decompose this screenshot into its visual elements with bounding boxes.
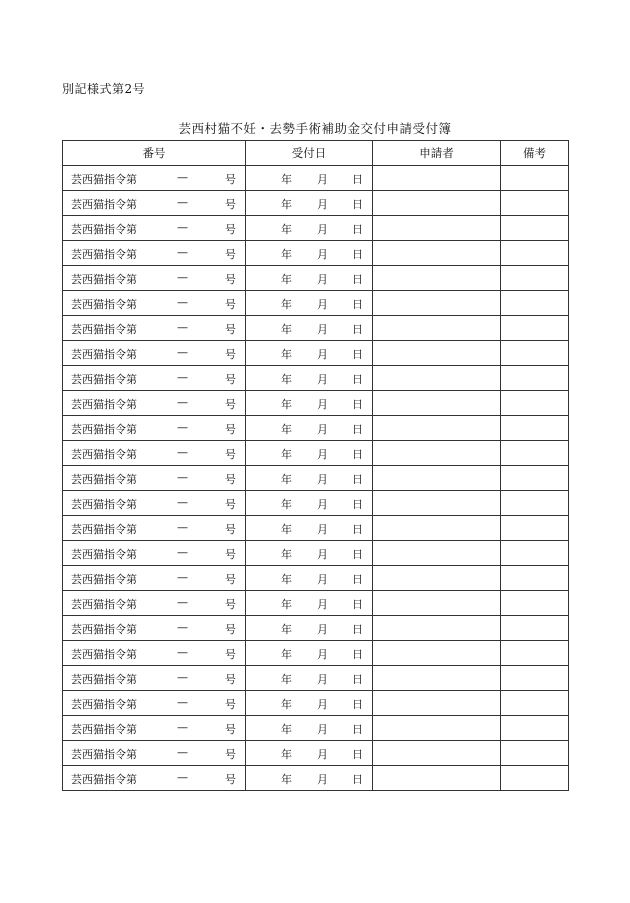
- applicant-cell: [373, 391, 501, 416]
- day-label: 日: [352, 573, 363, 586]
- day-label: 日: [352, 423, 363, 436]
- number-prefix: 芸西猫指令第: [71, 223, 137, 236]
- year-label: 年: [281, 448, 292, 461]
- day-label: 日: [352, 673, 363, 686]
- received-date-cell: [246, 616, 373, 641]
- year-label: 年: [281, 473, 292, 486]
- number-prefix: 芸西猫指令第: [71, 323, 137, 336]
- year-label: 年: [281, 223, 292, 236]
- number-suffix: 号: [225, 623, 236, 636]
- year-label: 年: [281, 748, 292, 761]
- received-date-cell: [246, 541, 373, 566]
- year-label: 年: [281, 398, 292, 411]
- number-dash: —: [177, 346, 188, 359]
- number-cell: [63, 266, 246, 291]
- year-label: 年: [281, 623, 292, 636]
- number-dash: —: [177, 271, 188, 284]
- reception-ledger-table: [62, 140, 569, 791]
- header-number: 番号: [63, 141, 246, 166]
- applicant-cell: [373, 266, 501, 291]
- number-dash: —: [177, 196, 188, 209]
- remarks-cell: [501, 466, 569, 491]
- number-dash: —: [177, 396, 188, 409]
- number-suffix: 号: [225, 198, 236, 211]
- number-suffix: 号: [225, 773, 236, 786]
- day-label: 日: [352, 323, 363, 336]
- header-applicant: 申請者: [373, 141, 501, 166]
- remarks-cell: [501, 766, 569, 791]
- received-date-cell: [246, 316, 373, 341]
- month-label: 月: [317, 398, 328, 411]
- month-label: 月: [317, 623, 328, 636]
- remarks-cell: [501, 391, 569, 416]
- applicant-cell: [373, 466, 501, 491]
- received-date-cell: [246, 441, 373, 466]
- number-dash: —: [177, 371, 188, 384]
- number-prefix: 芸西猫指令第: [71, 598, 137, 611]
- applicant-cell: [373, 241, 501, 266]
- number-prefix: 芸西猫指令第: [71, 623, 137, 636]
- number-dash: —: [177, 621, 188, 634]
- month-label: 月: [317, 723, 328, 736]
- number-suffix: 号: [225, 423, 236, 436]
- day-label: 日: [352, 648, 363, 661]
- received-date-cell: [246, 391, 373, 416]
- received-date-cell: [246, 216, 373, 241]
- applicant-cell: [373, 366, 501, 391]
- number-suffix: 号: [225, 273, 236, 286]
- year-label: 年: [281, 723, 292, 736]
- number-suffix: 号: [225, 298, 236, 311]
- table-row: [63, 741, 569, 766]
- month-label: 月: [317, 473, 328, 486]
- received-date-cell: [246, 666, 373, 691]
- number-suffix: 号: [225, 698, 236, 711]
- month-label: 月: [317, 648, 328, 661]
- remarks-cell: [501, 666, 569, 691]
- number-suffix: 号: [225, 648, 236, 661]
- received-date-cell: [246, 716, 373, 741]
- year-label: 年: [281, 273, 292, 286]
- received-date-cell: [246, 166, 373, 191]
- number-suffix: 号: [225, 448, 236, 461]
- table-row: [63, 391, 569, 416]
- month-label: 月: [317, 698, 328, 711]
- number-dash: —: [177, 296, 188, 309]
- table-row: [63, 366, 569, 391]
- year-label: 年: [281, 498, 292, 511]
- day-label: 日: [352, 348, 363, 361]
- remarks-cell: [501, 566, 569, 591]
- received-date-cell: [246, 591, 373, 616]
- table-row: [63, 566, 569, 591]
- remarks-cell: [501, 691, 569, 716]
- remarks-cell: [501, 416, 569, 441]
- remarks-cell: [501, 641, 569, 666]
- month-label: 月: [317, 773, 328, 786]
- remarks-cell: [501, 591, 569, 616]
- applicant-cell: [373, 541, 501, 566]
- remarks-cell: [501, 516, 569, 541]
- number-cell: [63, 416, 246, 441]
- document-title: 芸西村猫不妊・去勢手術補助金交付申請受付簿: [178, 121, 452, 136]
- number-suffix: 号: [225, 523, 236, 536]
- day-label: 日: [352, 748, 363, 761]
- number-cell: [63, 166, 246, 191]
- applicant-cell: [373, 516, 501, 541]
- ledger-body: [63, 166, 569, 791]
- day-label: 日: [352, 598, 363, 611]
- table-row: [63, 666, 569, 691]
- year-label: 年: [281, 598, 292, 611]
- number-cell: [63, 366, 246, 391]
- number-prefix: 芸西猫指令第: [71, 473, 137, 486]
- table-row: [63, 691, 569, 716]
- applicant-cell: [373, 491, 501, 516]
- number-suffix: 号: [225, 548, 236, 561]
- number-prefix: 芸西猫指令第: [71, 448, 137, 461]
- table-row: [63, 441, 569, 466]
- number-dash: —: [177, 571, 188, 584]
- number-prefix: 芸西猫指令第: [71, 173, 137, 186]
- month-label: 月: [317, 448, 328, 461]
- number-dash: —: [177, 646, 188, 659]
- year-label: 年: [281, 673, 292, 686]
- number-cell: [63, 766, 246, 791]
- table-row: [63, 166, 569, 191]
- number-prefix: 芸西猫指令第: [71, 248, 137, 261]
- year-label: 年: [281, 523, 292, 536]
- day-label: 日: [352, 173, 363, 186]
- received-date-cell: [246, 691, 373, 716]
- number-dash: —: [177, 671, 188, 684]
- day-label: 日: [352, 623, 363, 636]
- number-cell: [63, 391, 246, 416]
- table-row: [63, 191, 569, 216]
- number-prefix: 芸西猫指令第: [71, 523, 137, 536]
- number-suffix: 号: [225, 573, 236, 586]
- number-suffix: 号: [225, 598, 236, 611]
- received-date-cell: [246, 266, 373, 291]
- received-date-cell: [246, 641, 373, 666]
- applicant-cell: [373, 291, 501, 316]
- day-label: 日: [352, 398, 363, 411]
- applicant-cell: [373, 716, 501, 741]
- remarks-cell: [501, 441, 569, 466]
- number-suffix: 号: [225, 323, 236, 336]
- year-label: 年: [281, 198, 292, 211]
- received-date-cell: [246, 366, 373, 391]
- year-label: 年: [281, 373, 292, 386]
- remarks-cell: [501, 166, 569, 191]
- number-cell: [63, 491, 246, 516]
- received-date-cell: [246, 191, 373, 216]
- number-dash: —: [177, 721, 188, 734]
- remarks-cell: [501, 241, 569, 266]
- year-label: 年: [281, 298, 292, 311]
- number-cell: [63, 541, 246, 566]
- table-row: [63, 541, 569, 566]
- year-label: 年: [281, 548, 292, 561]
- number-suffix: 号: [225, 248, 236, 261]
- number-prefix: 芸西猫指令第: [71, 748, 137, 761]
- applicant-cell: [373, 641, 501, 666]
- number-suffix: 号: [225, 348, 236, 361]
- number-cell: [63, 191, 246, 216]
- day-label: 日: [352, 448, 363, 461]
- number-suffix: 号: [225, 748, 236, 761]
- number-prefix: 芸西猫指令第: [71, 273, 137, 286]
- applicant-cell: [373, 341, 501, 366]
- applicant-cell: [373, 216, 501, 241]
- remarks-cell: [501, 716, 569, 741]
- number-suffix: 号: [225, 723, 236, 736]
- remarks-cell: [501, 266, 569, 291]
- number-dash: —: [177, 471, 188, 484]
- remarks-cell: [501, 316, 569, 341]
- applicant-cell: [373, 316, 501, 341]
- number-cell: [63, 666, 246, 691]
- number-dash: —: [177, 546, 188, 559]
- day-label: 日: [352, 473, 363, 486]
- number-prefix: 芸西猫指令第: [71, 198, 137, 211]
- month-label: 月: [317, 673, 328, 686]
- number-prefix: 芸西猫指令第: [71, 498, 137, 511]
- applicant-cell: [373, 766, 501, 791]
- number-suffix: 号: [225, 473, 236, 486]
- month-label: 月: [317, 248, 328, 261]
- month-label: 月: [317, 348, 328, 361]
- header-row: [63, 141, 569, 166]
- number-dash: —: [177, 171, 188, 184]
- remarks-cell: [501, 491, 569, 516]
- number-prefix: 芸西猫指令第: [71, 573, 137, 586]
- number-prefix: 芸西猫指令第: [71, 348, 137, 361]
- form-number: 別記様式第2号: [62, 82, 146, 96]
- month-label: 月: [317, 198, 328, 211]
- month-label: 月: [317, 173, 328, 186]
- month-label: 月: [317, 523, 328, 536]
- month-label: 月: [317, 298, 328, 311]
- table-row: [63, 466, 569, 491]
- number-suffix: 号: [225, 673, 236, 686]
- table-row: [63, 766, 569, 791]
- day-label: 日: [352, 523, 363, 536]
- number-dash: —: [177, 696, 188, 709]
- applicant-cell: [373, 416, 501, 441]
- day-label: 日: [352, 198, 363, 211]
- table-row: [63, 216, 569, 241]
- number-dash: —: [177, 246, 188, 259]
- number-dash: —: [177, 446, 188, 459]
- number-dash: —: [177, 596, 188, 609]
- month-label: 月: [317, 223, 328, 236]
- number-prefix: 芸西猫指令第: [71, 373, 137, 386]
- received-date-cell: [246, 566, 373, 591]
- applicant-cell: [373, 691, 501, 716]
- number-dash: —: [177, 746, 188, 759]
- year-label: 年: [281, 773, 292, 786]
- number-cell: [63, 466, 246, 491]
- number-prefix: 芸西猫指令第: [71, 673, 137, 686]
- number-cell: [63, 216, 246, 241]
- table-row: [63, 591, 569, 616]
- number-cell: [63, 716, 246, 741]
- number-suffix: 号: [225, 398, 236, 411]
- number-cell: [63, 591, 246, 616]
- number-prefix: 芸西猫指令第: [71, 648, 137, 661]
- number-cell: [63, 516, 246, 541]
- number-cell: [63, 566, 246, 591]
- remarks-cell: [501, 616, 569, 641]
- number-cell: [63, 316, 246, 341]
- number-prefix: 芸西猫指令第: [71, 723, 137, 736]
- received-date-cell: [246, 516, 373, 541]
- number-prefix: 芸西猫指令第: [71, 298, 137, 311]
- remarks-cell: [501, 291, 569, 316]
- day-label: 日: [352, 773, 363, 786]
- number-cell: [63, 441, 246, 466]
- number-suffix: 号: [225, 223, 236, 236]
- month-label: 月: [317, 748, 328, 761]
- table-row: [63, 516, 569, 541]
- number-dash: —: [177, 321, 188, 334]
- table-row: [63, 491, 569, 516]
- number-dash: —: [177, 221, 188, 234]
- year-label: 年: [281, 573, 292, 586]
- year-label: 年: [281, 698, 292, 711]
- received-date-cell: [246, 341, 373, 366]
- month-label: 月: [317, 273, 328, 286]
- table-row: [63, 291, 569, 316]
- applicant-cell: [373, 741, 501, 766]
- number-prefix: 芸西猫指令第: [71, 398, 137, 411]
- remarks-cell: [501, 341, 569, 366]
- day-label: 日: [352, 248, 363, 261]
- number-cell: [63, 341, 246, 366]
- remarks-cell: [501, 216, 569, 241]
- remarks-cell: [501, 191, 569, 216]
- number-cell: [63, 616, 246, 641]
- applicant-cell: [373, 191, 501, 216]
- table-row: [63, 341, 569, 366]
- number-cell: [63, 291, 246, 316]
- number-cell: [63, 691, 246, 716]
- table-row: [63, 316, 569, 341]
- number-dash: —: [177, 521, 188, 534]
- received-date-cell: [246, 416, 373, 441]
- number-cell: [63, 241, 246, 266]
- applicant-cell: [373, 566, 501, 591]
- year-label: 年: [281, 423, 292, 436]
- month-label: 月: [317, 498, 328, 511]
- day-label: 日: [352, 273, 363, 286]
- table-row: [63, 416, 569, 441]
- number-prefix: 芸西猫指令第: [71, 423, 137, 436]
- received-date-cell: [246, 466, 373, 491]
- remarks-cell: [501, 541, 569, 566]
- month-label: 月: [317, 323, 328, 336]
- table-row: [63, 716, 569, 741]
- applicant-cell: [373, 166, 501, 191]
- number-suffix: 号: [225, 373, 236, 386]
- header-remarks: 備考: [501, 141, 569, 166]
- year-label: 年: [281, 248, 292, 261]
- received-date-cell: [246, 241, 373, 266]
- number-suffix: 号: [225, 173, 236, 186]
- table-row: [63, 641, 569, 666]
- remarks-cell: [501, 741, 569, 766]
- year-label: 年: [281, 323, 292, 336]
- number-prefix: 芸西猫指令第: [71, 548, 137, 561]
- received-date-cell: [246, 766, 373, 791]
- applicant-cell: [373, 441, 501, 466]
- header-received-date: 受付日: [246, 141, 373, 166]
- number-prefix: 芸西猫指令第: [71, 773, 137, 786]
- year-label: 年: [281, 173, 292, 186]
- number-dash: —: [177, 496, 188, 509]
- year-label: 年: [281, 348, 292, 361]
- number-cell: [63, 641, 246, 666]
- month-label: 月: [317, 598, 328, 611]
- applicant-cell: [373, 616, 501, 641]
- year-label: 年: [281, 648, 292, 661]
- number-suffix: 号: [225, 498, 236, 511]
- day-label: 日: [352, 373, 363, 386]
- number-dash: —: [177, 421, 188, 434]
- applicant-cell: [373, 591, 501, 616]
- remarks-cell: [501, 366, 569, 391]
- table-row: [63, 616, 569, 641]
- month-label: 月: [317, 573, 328, 586]
- number-prefix: 芸西猫指令第: [71, 698, 137, 711]
- day-label: 日: [352, 698, 363, 711]
- day-label: 日: [352, 723, 363, 736]
- number-dash: —: [177, 771, 188, 784]
- received-date-cell: [246, 491, 373, 516]
- table-row: [63, 241, 569, 266]
- applicant-cell: [373, 666, 501, 691]
- table-row: [63, 266, 569, 291]
- month-label: 月: [317, 373, 328, 386]
- received-date-cell: [246, 291, 373, 316]
- day-label: 日: [352, 298, 363, 311]
- month-label: 月: [317, 548, 328, 561]
- day-label: 日: [352, 223, 363, 236]
- day-label: 日: [352, 548, 363, 561]
- number-cell: [63, 741, 246, 766]
- received-date-cell: [246, 741, 373, 766]
- day-label: 日: [352, 498, 363, 511]
- month-label: 月: [317, 423, 328, 436]
